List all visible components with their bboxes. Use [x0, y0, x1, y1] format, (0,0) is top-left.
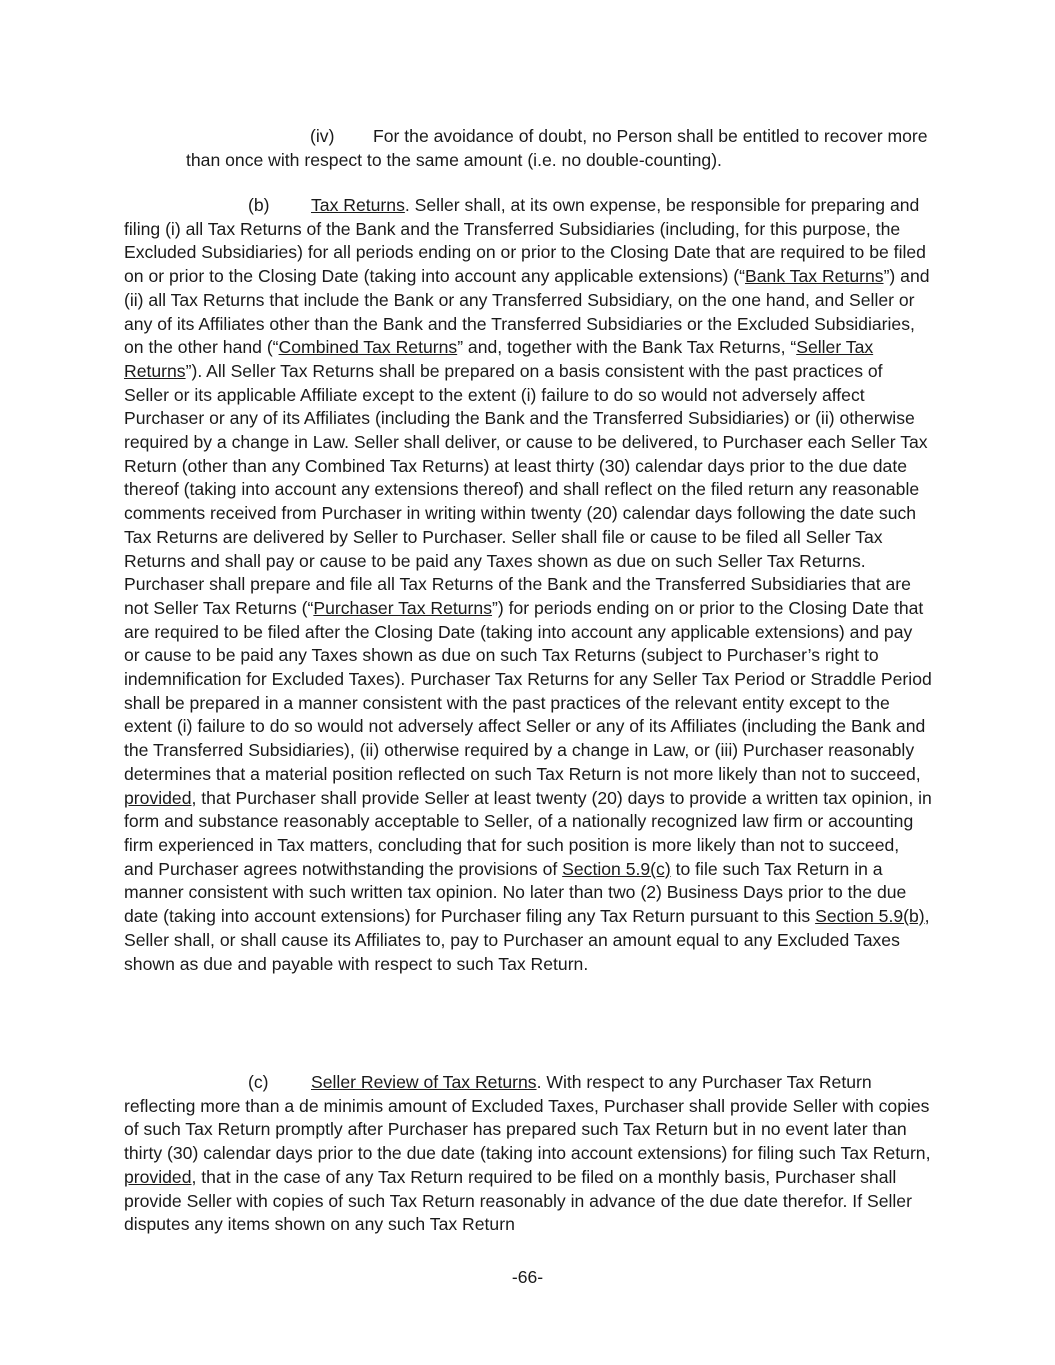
page-number: -66- — [511, 1267, 544, 1287]
defined-term-combined-tax-returns: Combined Tax Returns — [278, 337, 458, 358]
defined-term-bank-tax-returns: Bank Tax Returns — [745, 266, 884, 287]
section-5-9-c-reference: Section 5.9(c) — [562, 858, 671, 879]
paragraph-c-text: . With respect to any Purchaser Tax Return reflecting more than a de minimis amount of Excluded Taxes, Purchaser shall provide Seller with copies of such Tax Return promptly after Purchaser has prepared such Tax Return but in no event later than thirty (30) calendar days prior to the due date (taking into account extensions) for filing such Tax Return, — [124, 1072, 931, 1164]
paragraph-b-text: , Seller shall, or shall cause its Affiliates to, pay to Purchaser an amount equal to any Excluded Taxes shown as due and payable with respect to such Tax Return. — [124, 906, 930, 974]
paragraph-c-heading: Seller Review of Tax Returns — [311, 1072, 537, 1092]
section-5-9-b-reference: Section 5.9(b) — [815, 906, 925, 927]
defined-term-seller-tax-returns: Seller Tax Returns — [124, 337, 874, 381]
paragraph-c-label: (c) — [248, 1072, 269, 1092]
paragraph-iv — [186, 125, 932, 172]
paragraph-c — [124, 1071, 932, 1237]
defined-term-purchaser-tax-returns: Purchaser Tax Returns — [313, 597, 493, 618]
paragraph-b-text: ”) for periods ending on or prior to the Closing Date that are required to be filed after the Closing Date (taking into account any applicable extensions) and pay or cause to be paid any Taxes shown as due on such Tax Returns (subject to Purchaser’s right to indemnification for Excluded Taxes). Purchaser Tax Returns for any Seller Tax Period or Straddle Period shall be prepared in a manner consistent with the past practices of the relevant entity except to the extent (i) failure to do so would not adversely affect Seller or any of its Affiliates (including the Bank and the Transferred Subsidiaries), (ii) otherwise required by a change in Law, or (iii) Purchaser reasonably determines that a material position reflected on such Tax Return is not more likely than not to succeed, — [124, 597, 932, 784]
paragraph-iv-label: (iv) — [310, 126, 335, 146]
provided-term: provided — [124, 1166, 192, 1187]
paragraph-b-text: to file such Tax Return in a manner consistent with such written tax opinion. No later than two (2) Business Days prior to the due date (taking into account extensions) for Purchaser filing any Tax Return pursuant to this — [124, 858, 907, 927]
provided-term: provided — [124, 787, 192, 808]
paragraph-b-text: ” and, together with the Bank Tax Returns, “ — [457, 337, 797, 358]
paragraph-iv-text: For the avoidance of doubt, no Person shall be entitled to recover more than once with respect to the same amount (i.e. no double-counting). — [186, 126, 928, 170]
paragraph-b — [124, 194, 932, 976]
paragraph-b-text: ”). All Seller Tax Returns shall be prepared on a basis consistent with the past practices of Seller or its applicable Affiliate except to the extent (i) failure to do so would not adversely affect Purchaser or any of its Affiliates (including the Bank and the Transferred Subsidiaries) or (ii) otherwise required by a change in Law. Seller shall deliver, or cause to be delivered, to Purchaser each Seller Tax Return (other than any Combined Tax Returns) at least thirty (30) calendar days prior to the due date thereof (taking into account any extensions thereof) and shall reflect on the filed return any reasonable comments received from Purchaser in writing within twenty (20) calendar days following the date such Tax Returns are delivered by Seller to Purchaser. Seller shall file or cause to be filed all Seller Tax Returns and shall pay or cause to be paid any Taxes shown as due on such Seller Tax Returns. Purchaser shall prepare and file all Tax Returns of the Bank and the Transferred Subsidiaries that are not Seller Tax Returns (“ — [124, 360, 928, 618]
paragraph-b-text: , that Purchaser shall provide Seller at least twenty (20) days to provide a written tax opinion, in form and substance reasonably acceptable to Seller, of a nationally recognized law firm or accounting firm experienced in Tax matters, concluding that for such position is more likely than not to succeed, and Purchaser agrees notwithstanding the provisions of — [124, 787, 932, 879]
paragraph-b-text: . Seller shall, at its own expense, be responsible for preparing and filing (i) all Tax Returns of the Bank and the Transferred Subsidiaries (including, for this purpose, the Excluded Subsidiaries) for all periods ending on or prior to the Closing Date that are required to be filed on or prior to the Closing Date (taking into account any applicable extensions) (“ — [124, 195, 926, 287]
paragraph-c-text: , that in the case of any Tax Return required to be filed on a monthly basis, Purchaser shall provide Seller with copies of such Tax Return reasonably in advance of the due date therefor. If Seller disputes any items shown on any such Tax Return — [124, 1166, 912, 1235]
paragraph-b-heading: Tax Returns — [311, 195, 405, 215]
paragraph-b-text: ”) and (ii) all Tax Returns that include the Bank or any Transferred Subsidiary, on the one hand, and Seller or any of its Affiliates other than the Bank and the Transferred Subsidiaries or the Excluded Subsidiaries, on the other hand (“ — [124, 266, 930, 358]
paragraph-b-label: (b) — [248, 195, 270, 215]
